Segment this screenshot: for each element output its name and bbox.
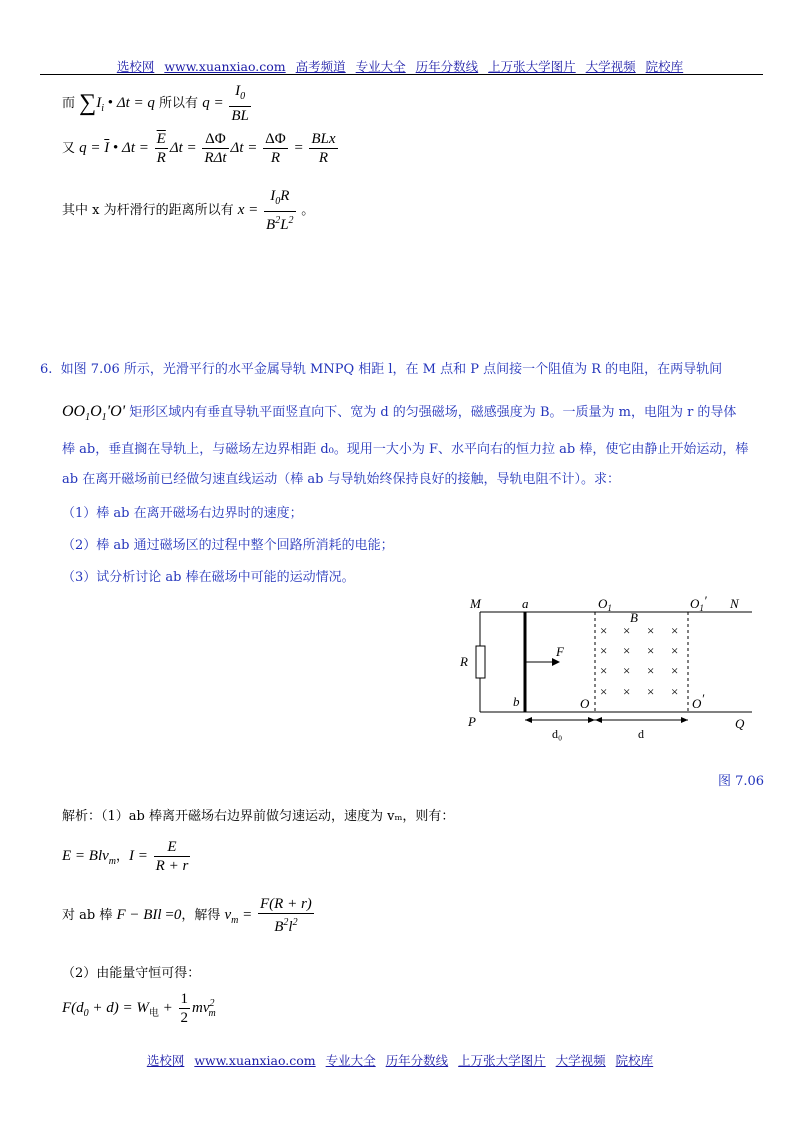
- problem6-line1: 6. 如图 7.06 所示，光滑平行的水平金属导轨 MNPQ 相距 l，在 M 点和 P 点间接一个阻值为 R 的电阻，在两导轨间: [40, 362, 723, 377]
- svg-text:×: ×: [600, 643, 608, 658]
- figure-caption: 图 7.06: [718, 774, 765, 789]
- analysis-formula-EI: E = Blv$_m$，I = $\frac{E}{R + r}$: [62, 839, 189, 874]
- header-link-site[interactable]: www.xuanxiao.com: [164, 59, 286, 74]
- footer-link-photos[interactable]: 上万张大学图片: [458, 1053, 546, 1068]
- svg-text:×: ×: [600, 663, 608, 678]
- header-link-videos[interactable]: 大学视频: [585, 59, 636, 74]
- analysis-formula-vm: 对 ab 棒 F − BIl =0，解得 $v_m$ = $\frac{F(R + r)}{B^2l^2}$: [62, 896, 312, 935]
- solution-line-x: 其中 x 为杆滑行的距离所以有 x = $\frac{I_0R}{B^2L^2}$ 。: [62, 188, 315, 233]
- label-F: F: [556, 644, 564, 659]
- analysis-line4: （2）由能量守恒可得：: [62, 966, 201, 981]
- header-link-photos[interactable]: 上万张大学图片: [488, 59, 576, 74]
- svg-text:×: ×: [671, 684, 679, 699]
- label-a: a: [522, 596, 529, 611]
- svg-text:×: ×: [671, 623, 679, 638]
- svg-text:×: ×: [647, 623, 655, 638]
- label-N: N: [730, 596, 739, 611]
- svg-text:×: ×: [671, 643, 679, 658]
- label-M: M: [470, 596, 481, 611]
- solution-line-sum: 而 $\sum I_i$ • Δt = q 所以有 q = $\frac{I_0}{BL}$: [62, 83, 249, 124]
- problem6-question3: （3）试分析讨论 ab 棒在磁场中可能的运动情况。: [62, 570, 355, 585]
- footer-link-majors[interactable]: 专业大全: [325, 1053, 376, 1068]
- svg-text:×: ×: [623, 623, 631, 638]
- label-d0: d₀: [552, 727, 563, 741]
- footer-link-scores[interactable]: 历年分数线: [385, 1053, 449, 1068]
- analysis-formula-energy: $F(d_0 + d) = W_电$ + $\frac{1}{2}$ $mv^2_m$: [62, 991, 216, 1026]
- svg-text:×: ×: [623, 684, 631, 699]
- footer-link-schools[interactable]: 院校库: [615, 1053, 654, 1068]
- svg-text:×: ×: [600, 684, 608, 699]
- label-R: R: [460, 654, 468, 669]
- problem6-line4: ab 在离开磁场前已经做匀速直线运动（棒 ab 与导轨始终保持良好的接触，导轨电阻不计）。求：: [62, 472, 621, 487]
- footer-link-videos[interactable]: 大学视频: [555, 1053, 606, 1068]
- label-O1-prime: $O_1'$: [690, 593, 707, 613]
- page-footer: [0, 1051, 800, 1069]
- svg-text:×: ×: [647, 643, 655, 658]
- header-divider: [40, 74, 763, 75]
- label-P: P: [468, 714, 476, 729]
- solution-line-q: 又 $q = \overline{I}$ • Δt = $\frac{\overline{E}}{R}$ Δt = $\frac{\Delta\Phi}{\text{RΔt}}$ Δt = $\frac{\Delta\Phi}{R}$ = $\frac{\text{BLx}}{R}$: [62, 131, 336, 166]
- svg-text:×: ×: [600, 623, 608, 638]
- svg-text:×: ×: [647, 663, 655, 678]
- header-link-majors[interactable]: 专业大全: [355, 59, 406, 74]
- label-Q: Q: [735, 716, 745, 731]
- label-B: B: [630, 610, 638, 625]
- label-O1: $O_1$: [598, 596, 612, 613]
- problem6-question2: （2）棒 ab 通过磁场区的过程中整个回路所消耗的电能；: [62, 538, 394, 553]
- header-link-xuanxiao[interactable]: 选校网: [116, 59, 155, 74]
- header-link-scores[interactable]: 历年分数线: [415, 59, 479, 74]
- field-crosses: [600, 623, 678, 699]
- problem6-line2: $OO_1O_1'O'$ 矩形区域内有垂直导轨平面竖直向下、宽为 d 的匀强磁场，磁感强度为 B。一质量为 m，电阻为 r 的导体: [62, 403, 737, 424]
- svg-text:×: ×: [623, 643, 631, 658]
- analysis-line1: 解析：（1）ab 棒离开磁场右边界前做匀速运动，速度为 vₘ，则有：: [62, 809, 455, 824]
- page-header: [0, 57, 800, 75]
- force-arrowhead: [552, 658, 560, 666]
- svg-text:×: ×: [623, 663, 631, 678]
- svg-text:×: ×: [671, 663, 679, 678]
- resistor: [476, 646, 485, 678]
- svg-text:×: ×: [647, 684, 655, 699]
- circuit-figure: [452, 590, 772, 750]
- problem6-question1: （1）棒 ab 在离开磁场右边界时的速度；: [62, 506, 303, 521]
- header-link-gaokao[interactable]: 高考频道: [295, 59, 346, 74]
- label-d: d: [638, 727, 644, 741]
- header-link-schools[interactable]: 院校库: [645, 59, 684, 74]
- footer-link-xuanxiao[interactable]: 选校网: [146, 1053, 185, 1068]
- footer-link-site[interactable]: www.xuanxiao.com: [194, 1053, 316, 1068]
- label-O-prime: O′: [692, 691, 705, 711]
- problem6-line3: 棒 ab，垂直搁在导轨上，与磁场左边界相距 d₀。现用一大小为 F、水平向右的恒力拉 ab 棒，使它由静止开始运动，棒: [62, 442, 749, 457]
- label-b: b: [513, 694, 520, 709]
- label-O: O: [580, 696, 590, 711]
